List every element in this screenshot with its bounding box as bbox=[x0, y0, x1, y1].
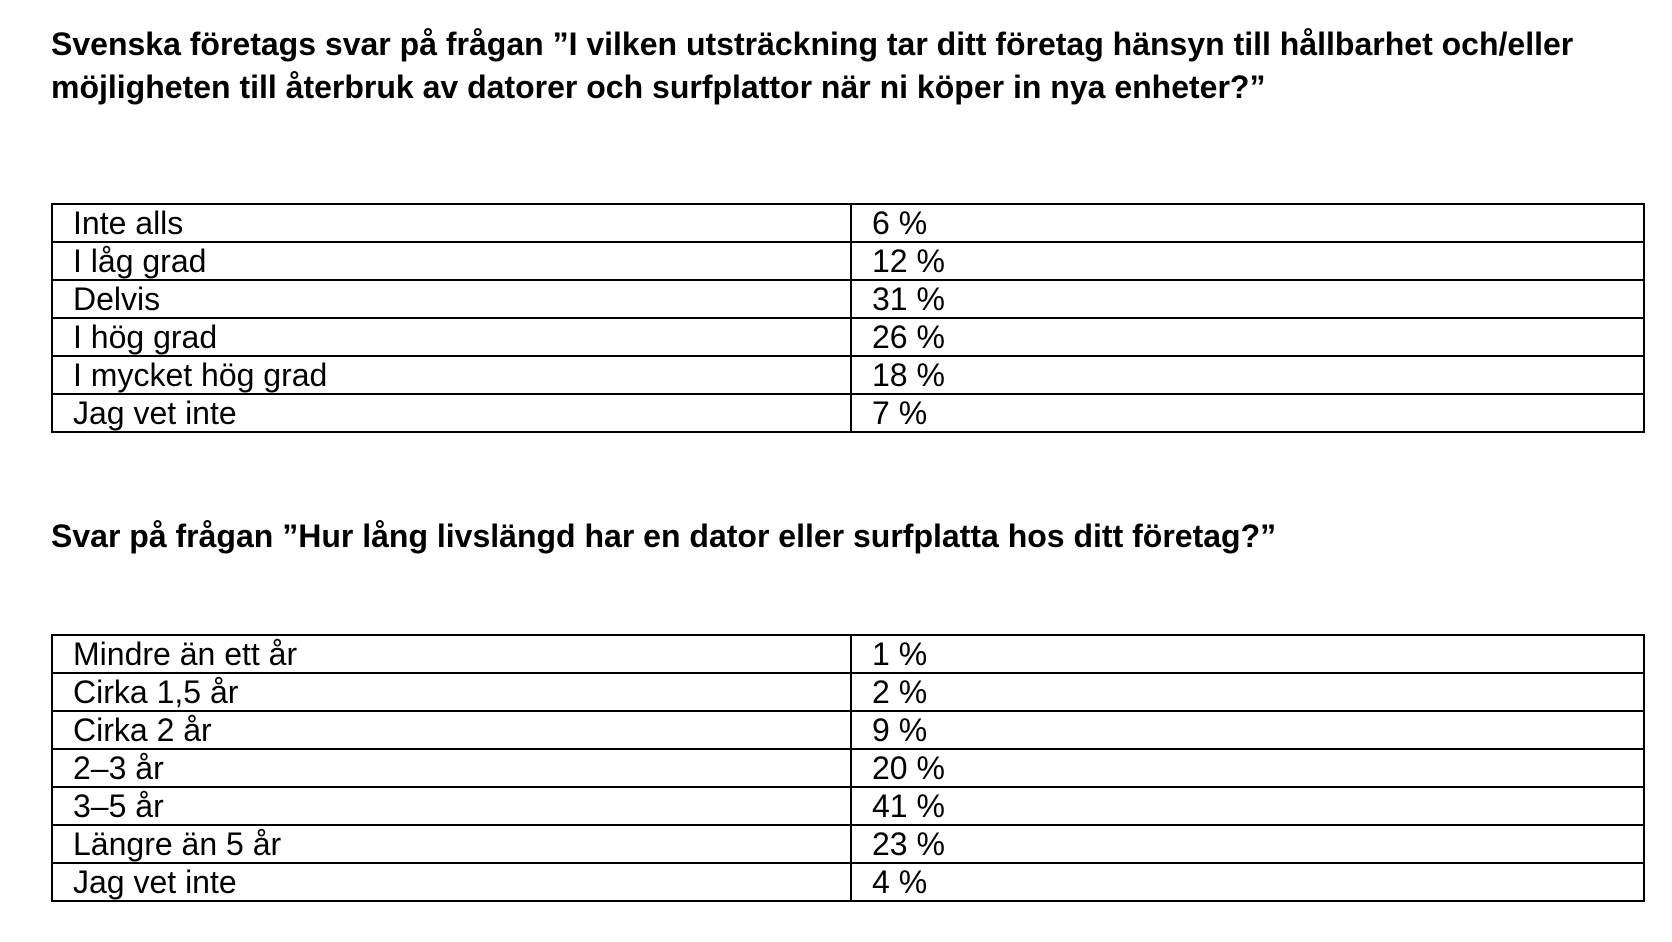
answer-share: 23 % bbox=[851, 825, 1644, 863]
answer-label: I hög grad bbox=[52, 318, 851, 356]
table-row bbox=[52, 280, 1644, 318]
answer-label: 3–5 år bbox=[52, 787, 851, 825]
answer-label: I låg grad bbox=[52, 242, 851, 280]
table-row bbox=[52, 711, 1644, 749]
answer-share: 7 % bbox=[851, 394, 1644, 432]
table-row bbox=[52, 318, 1644, 356]
sustainability-question-heading: Svenska företags svar på frågan ”I vilken utsträckning tar ditt företag hänsyn till hållbarhet och/eller möjligheten till återbruk av datorer och surfplattor när ni köper in nya enheter?” bbox=[51, 26, 1574, 105]
answer-label: 2–3 år bbox=[52, 749, 851, 787]
lifespan-answers-table bbox=[51, 634, 1645, 902]
sustainability-answers-table bbox=[51, 203, 1645, 433]
answer-label: Jag vet inte bbox=[52, 394, 851, 432]
answer-label: Cirka 1,5 år bbox=[52, 673, 851, 711]
answer-share: 31 % bbox=[851, 280, 1644, 318]
answer-label: Jag vet inte bbox=[52, 863, 851, 901]
answer-share: 41 % bbox=[851, 787, 1644, 825]
answer-share: 20 % bbox=[851, 749, 1644, 787]
table-row bbox=[52, 242, 1644, 280]
answer-share: 4 % bbox=[851, 863, 1644, 901]
table-row bbox=[52, 673, 1644, 711]
answer-share: 2 % bbox=[851, 673, 1644, 711]
table-row bbox=[52, 787, 1644, 825]
answer-share: 1 % bbox=[851, 635, 1644, 673]
table-row bbox=[52, 863, 1644, 901]
answer-label: Inte alls bbox=[52, 204, 851, 242]
answer-label: I mycket hög grad bbox=[52, 356, 851, 394]
answer-share: 12 % bbox=[851, 242, 1644, 280]
table-row bbox=[52, 635, 1644, 673]
table-row bbox=[52, 356, 1644, 394]
answer-share: 6 % bbox=[851, 204, 1644, 242]
lifespan-question-heading: Svar på frågan ”Hur lång livslängd har en dator eller surfplatta hos ditt företag?” bbox=[51, 518, 1277, 554]
answer-share: 18 % bbox=[851, 356, 1644, 394]
answer-label: Längre än 5 år bbox=[52, 825, 851, 863]
table-row bbox=[52, 204, 1644, 242]
table-row bbox=[52, 394, 1644, 432]
answer-share: 26 % bbox=[851, 318, 1644, 356]
answer-label: Delvis bbox=[52, 280, 851, 318]
table-row bbox=[52, 825, 1644, 863]
table-row bbox=[52, 749, 1644, 787]
answer-label: Mindre än ett år bbox=[52, 635, 851, 673]
answer-share: 9 % bbox=[851, 711, 1644, 749]
answer-label: Cirka 2 år bbox=[52, 711, 851, 749]
